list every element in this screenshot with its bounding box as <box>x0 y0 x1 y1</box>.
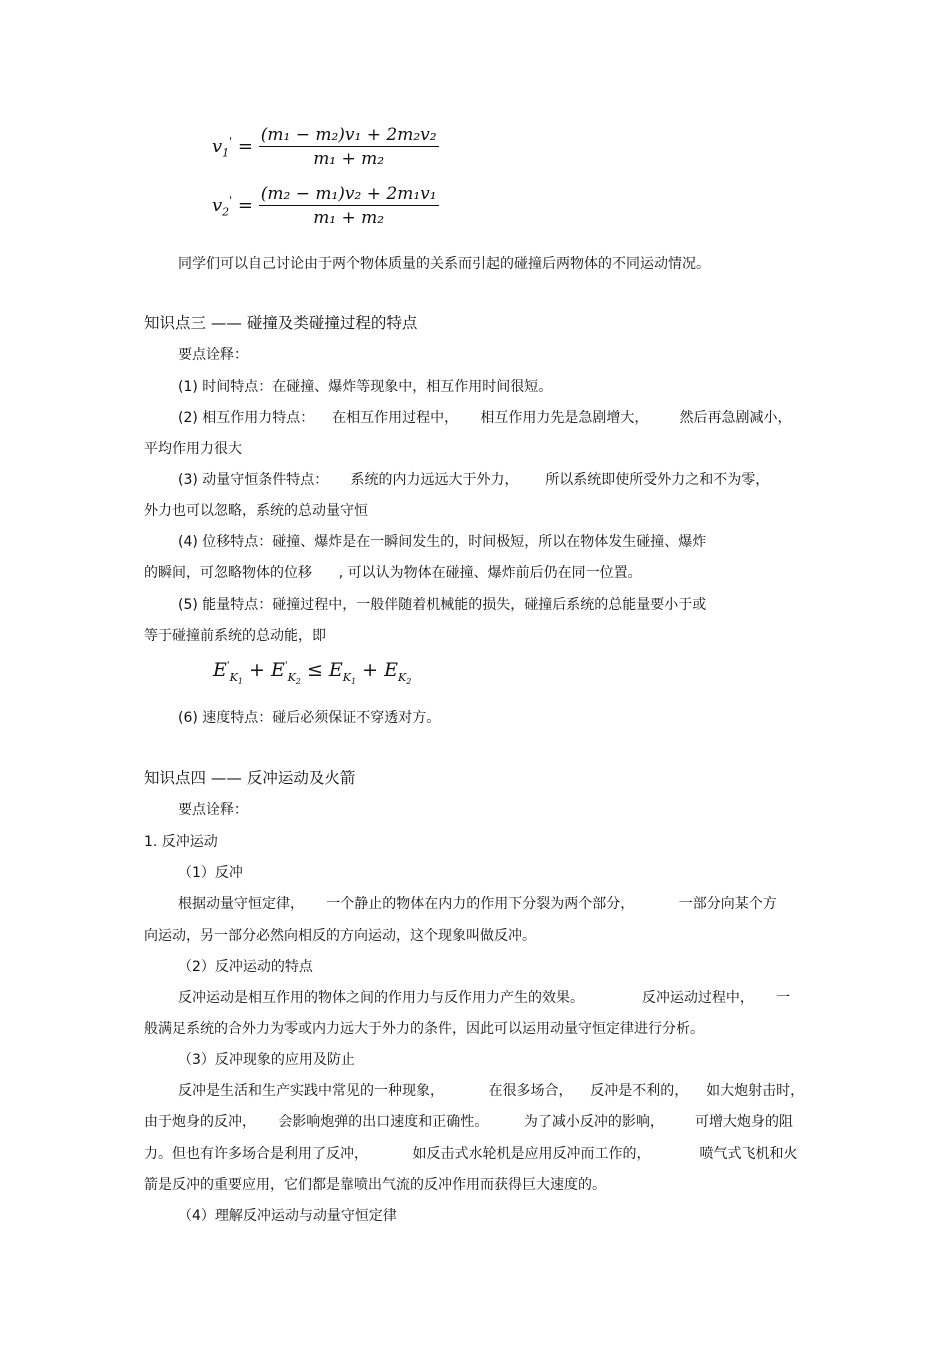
subheading-recoil: （1）反冲 <box>178 865 243 881</box>
formula-v1-denominator: m₁ + m₂ <box>313 149 385 169</box>
subheading-recoil-features: （2）反冲运动的特点 <box>178 959 313 975</box>
item-displacement-line1: (4) 位移特点：碰撞、爆炸是在一瞬间发生的，时间极短，所以在物体发生碰撞、爆炸 <box>178 534 707 550</box>
key-points-label-3: 要点诠释： <box>178 347 248 363</box>
formula-v1-lhs: $v_1'$ = <box>212 134 259 160</box>
item-velocity: (6) 速度特点：碰后必须保证不穿透对方。 <box>178 710 441 726</box>
formula-energy-term2: $E'_{K_2}$ <box>270 659 301 686</box>
paragraph-features-line1: 反冲运动是相互作用的物体之间的作用力与反作用力产生的效果。 反冲运动过程中， 一 <box>178 990 791 1006</box>
paragraph-recoil-line1: 根据动量守恒定律， 一个静止的物体在内力的作用下分裂为两个部分， 一部分向某个方 <box>178 896 777 912</box>
item-momentum-line2: 外力也可以忽略，系统的总动量守恒 <box>144 503 368 519</box>
paragraph-applications-line1: 反冲是生活和生产实践中常见的一种现象， 在很多场合， 反冲是不利的， 如大炮射击时， <box>178 1083 805 1099</box>
formula-v2-denominator: m₁ + m₂ <box>313 208 385 228</box>
paragraph-applications-line2: 由于炮身的反冲， 会影响炮弹的出口速度和正确性。 为了减小反冲的影响， 可增大炮身的阻 <box>144 1114 794 1130</box>
formula-energy-term4: $E_{K_2}$ <box>384 659 412 686</box>
formula-v1-numerator: (m₁ − m₂)v₁ + 2m₂v₂ <box>260 125 437 145</box>
paragraph-applications-line3: 力。但也有许多场合是利用了反冲， 如反击式水轮机是应用反冲而工作的， 喷气式飞机和火 <box>144 1146 798 1162</box>
key-points-label-4: 要点诠释： <box>178 802 248 818</box>
item-energy-line2: 等于碰撞前系统的总动能，即 <box>144 628 326 644</box>
item-force-line2: 平均作用力很大 <box>144 441 242 457</box>
formula-v1-prime <box>212 124 439 170</box>
item-force-line1: (2) 相互作用力特点： 在相互作用过程中， 相互作用力先是急剧增大， 然后再急剧减小， <box>178 410 792 426</box>
formula-v2-lhs: $v_2'$ = <box>212 193 259 219</box>
item-momentum-line1: (3) 动量守恒条件特点： 系统的内力远远大于外力， 所以系统即使所受外力之和不为零， <box>178 472 770 488</box>
subsection-recoil: 1. 反冲运动 <box>144 834 218 850</box>
formula-v2-prime <box>212 183 439 229</box>
item-energy-line1: (5) 能量特点：碰撞过程中，一般伴随着机械能的损失，碰撞后系统的总能量要小于或 <box>178 597 707 613</box>
section-heading-3: 知识点三 —— 碰撞及类碰撞过程的特点 <box>144 314 418 332</box>
formula-v2-fraction <box>259 183 439 229</box>
paragraph-discussion: 同学们可以自己讨论由于两个物体质量的关系而引起的碰撞后两物体的不同运动情况。 <box>178 256 710 272</box>
formula-v2-numerator: (m₂ − m₁)v₂ + 2m₁v₁ <box>260 184 437 204</box>
formula-v1-fraction <box>259 124 439 170</box>
paragraph-applications-line4: 箭是反冲的重要应用，它们都是靠喷出气流的反冲作用而获得巨大速度的。 <box>144 1177 606 1193</box>
subheading-recoil-momentum: （4）理解反冲运动与动量守恒定律 <box>178 1208 397 1224</box>
paragraph-recoil-line2: 向运动，另一部分必然向相反的方向运动，这个现象叫做反冲。 <box>144 928 536 944</box>
formula-energy-inequality: $E'_{K_1} + E'_{K_2} \le E_{K_1} + E_{K_2}$ <box>213 659 412 686</box>
subheading-recoil-applications: （3）反冲现象的应用及防止 <box>178 1052 355 1068</box>
item-displacement-line2: 的瞬间，可忽略物体的位移 , 可以认为物体在碰撞、爆炸前后仍在同一位置。 <box>144 565 642 581</box>
item-time: (1) 时间特点：在碰撞、爆炸等现象中，相互作用时间很短。 <box>178 379 553 395</box>
formula-energy-term1: $E'_{K_1}$ <box>213 659 243 686</box>
section-heading-4: 知识点四 —— 反冲运动及火箭 <box>144 769 356 787</box>
formula-energy-term3: $E_{K_1}$ <box>328 659 357 686</box>
paragraph-features-line2: 般满足系统的合外力为零或内力远大于外力的条件，因此可以运用动量守恒定律进行分析。 <box>144 1021 704 1037</box>
